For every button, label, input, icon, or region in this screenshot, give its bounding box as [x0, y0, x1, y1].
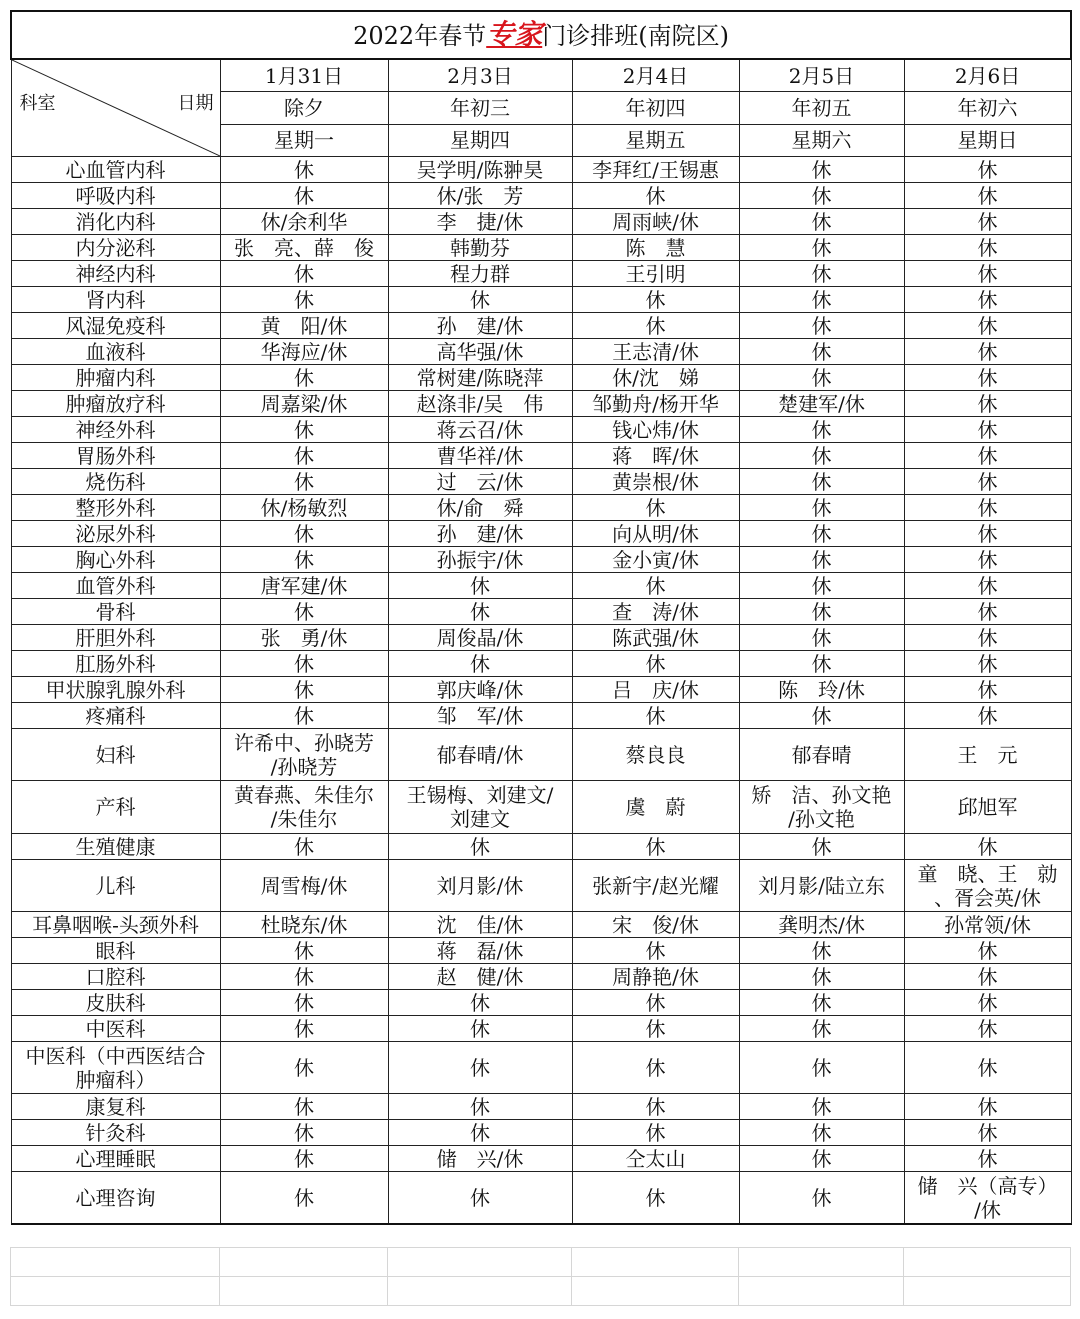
schedule-cell: 休: [220, 938, 388, 964]
schedule-cell: 孙常领/休: [904, 912, 1071, 938]
schedule-cell: 休: [904, 1042, 1071, 1094]
schedule-cell: 郭庆峰/休: [388, 677, 572, 703]
empty-cell: [11, 1277, 220, 1306]
schedule-cell: 高华强/休: [388, 339, 572, 365]
schedule-cell: 休: [220, 1094, 388, 1120]
schedule-cell: 周嘉梁/休: [220, 391, 388, 417]
schedule-cell: 钱心炜/休: [572, 417, 739, 443]
department-cell: 骨科: [11, 599, 220, 625]
table-row: [11, 443, 1071, 469]
schedule-cell: 刘月影/陆立东: [739, 860, 904, 912]
schedule-cell: 休: [220, 547, 388, 573]
department-cell: 肝胆外科: [11, 625, 220, 651]
schedule-cell: 休: [904, 183, 1071, 209]
schedule-cell: 休: [220, 990, 388, 1016]
schedule-cell: 孙振宇/休: [388, 547, 572, 573]
schedule-cell: 陈武强/休: [572, 625, 739, 651]
schedule-cell: 休: [388, 1042, 572, 1094]
schedule-cell: 休: [739, 183, 904, 209]
schedule-cell: 休: [220, 287, 388, 313]
schedule-cell: 郁春晴: [739, 729, 904, 781]
schedule-cell: 休: [739, 964, 904, 990]
schedule-cell: 宋 俊/休: [572, 912, 739, 938]
schedule-cell: 休: [572, 1120, 739, 1146]
table-row: [11, 417, 1071, 443]
column-weekday: 星期日: [904, 124, 1071, 156]
empty-cell: [388, 1248, 572, 1277]
column-weekday: 星期四: [388, 124, 572, 156]
table-row: [11, 651, 1071, 677]
schedule-cell: 休: [220, 417, 388, 443]
schedule-cell: 休: [739, 573, 904, 599]
schedule-cell: 查 涛/休: [572, 599, 739, 625]
table-row: [11, 209, 1071, 235]
table-row: [11, 521, 1071, 547]
schedule-cell: 周俊晶/休: [388, 625, 572, 651]
empty-cell: [572, 1248, 739, 1277]
schedule-cell: 休: [220, 1016, 388, 1042]
department-cell: 中医科: [11, 1016, 220, 1042]
department-cell: 呼吸内科: [11, 183, 220, 209]
department-cell: 神经内科: [11, 261, 220, 287]
schedule-cell: 蒋 晖/休: [572, 443, 739, 469]
schedule-cell: 休/杨敏烈: [220, 495, 388, 521]
schedule-cell: 休: [220, 703, 388, 729]
schedule-cell: 华海应/休: [220, 339, 388, 365]
schedule-cell: 休: [904, 625, 1071, 651]
schedule-cell: 休: [220, 183, 388, 209]
schedule-cell: 休: [572, 495, 739, 521]
column-festival: 除夕: [220, 92, 388, 124]
table-row: [11, 860, 1071, 912]
schedule-cell: 休: [220, 1120, 388, 1146]
schedule-cell: 休: [739, 1016, 904, 1042]
schedule-cell: 休: [572, 651, 739, 677]
department-cell: 肿瘤放疗科: [11, 391, 220, 417]
schedule-cell: 邹勤舟/杨开华: [572, 391, 739, 417]
department-cell: 口腔科: [11, 964, 220, 990]
title-suffix: 门诊排班(南院区): [542, 21, 729, 50]
schedule-cell: 休: [904, 964, 1071, 990]
schedule-cell: 吴学明/陈翀昊: [388, 157, 572, 183]
schedule-cell: 休: [739, 443, 904, 469]
schedule-cell: 储 兴/休: [388, 1146, 572, 1172]
schedule-cell: 休: [739, 1094, 904, 1120]
department-cell: 心理睡眠: [11, 1146, 220, 1172]
department-cell: 生殖健康: [11, 834, 220, 860]
department-cell: 肛肠外科: [11, 651, 220, 677]
column-festival: 年初四: [572, 92, 739, 124]
schedule-cell: 常树建/陈晓萍: [388, 365, 572, 391]
schedule-cell: 休: [572, 1094, 739, 1120]
schedule-cell: 李 捷/休: [388, 209, 572, 235]
schedule-cell: 王锡梅、刘建文/ 刘建文: [388, 781, 572, 834]
column-date: 1月31日: [220, 59, 388, 92]
schedule-cell: 休: [220, 834, 388, 860]
schedule-cell: 休: [904, 469, 1071, 495]
schedule-cell: 休: [572, 990, 739, 1016]
schedule-cell: 休: [904, 677, 1071, 703]
schedule-cell: 龚明杰/休: [739, 912, 904, 938]
schedule-cell: 刘月影/休: [388, 860, 572, 912]
table-row: [11, 599, 1071, 625]
schedule-cell: 休: [904, 261, 1071, 287]
schedule-cell: 过 云/休: [388, 469, 572, 495]
schedule-cell: 休: [388, 287, 572, 313]
schedule-cell: 休: [220, 521, 388, 547]
schedule-cell: 黄春燕、朱佳尔 /朱佳尔: [220, 781, 388, 834]
department-cell: 眼科: [11, 938, 220, 964]
schedule-cell: 休: [739, 417, 904, 443]
department-cell: 儿科: [11, 860, 220, 912]
table-row: [11, 1042, 1071, 1094]
schedule-cell: 休: [220, 1146, 388, 1172]
schedule-cell: 休: [739, 547, 904, 573]
table-row: [11, 1094, 1071, 1120]
corner-date-label: 日期: [177, 93, 214, 114]
table-row: [11, 964, 1071, 990]
schedule-cell: 休: [388, 1120, 572, 1146]
table-row: [11, 287, 1071, 313]
schedule-cell: 休: [904, 417, 1071, 443]
schedule-cell: 王志清/休: [572, 339, 739, 365]
schedule-cell: 休: [904, 599, 1071, 625]
corner-header: [11, 59, 220, 157]
column-date: 2月3日: [388, 59, 572, 92]
schedule-cell: 休: [572, 1016, 739, 1042]
schedule-cell: 休: [388, 990, 572, 1016]
schedule-cell: 休: [220, 1172, 388, 1225]
schedule-table: [10, 10, 1072, 1225]
schedule-cell: 休: [904, 443, 1071, 469]
schedule-cell: 休: [904, 235, 1071, 261]
schedule-cell: 休: [388, 651, 572, 677]
department-cell: 胃肠外科: [11, 443, 220, 469]
schedule-cell: 虞 蔚: [572, 781, 739, 834]
schedule-cell: 沈 佳/休: [388, 912, 572, 938]
schedule-cell: 休: [904, 391, 1071, 417]
department-cell: 甲状腺乳腺外科: [11, 677, 220, 703]
table-row: [11, 547, 1071, 573]
table-row: [11, 625, 1071, 651]
schedule-cell: 休/张 芳: [388, 183, 572, 209]
schedule-cell: 周雪梅/休: [220, 860, 388, 912]
department-cell: 整形外科: [11, 495, 220, 521]
schedule-cell: 休: [739, 1146, 904, 1172]
table-row: [11, 1016, 1071, 1042]
empty-cell: [739, 1248, 904, 1277]
table-row: [11, 365, 1071, 391]
schedule-cell: 休: [904, 573, 1071, 599]
schedule-cell: 李拜红/王锡惠: [572, 157, 739, 183]
department-cell: 针灸科: [11, 1120, 220, 1146]
schedule-cell: 休: [388, 1094, 572, 1120]
schedule-cell: 休: [904, 1094, 1071, 1120]
department-cell: 康复科: [11, 1094, 220, 1120]
schedule-cell: 休: [572, 703, 739, 729]
table-row: [11, 912, 1071, 938]
schedule-cell: 杜晓东/休: [220, 912, 388, 938]
schedule-cell: 休: [388, 599, 572, 625]
schedule-cell: 休: [739, 625, 904, 651]
schedule-cell: 休: [220, 677, 388, 703]
schedule-cell: 郁春晴/休: [388, 729, 572, 781]
schedule-cell: 休: [739, 157, 904, 183]
schedule-cell: 休: [739, 1042, 904, 1094]
column-weekday: 星期六: [739, 124, 904, 156]
schedule-cell: 休: [904, 521, 1071, 547]
schedule-cell: 休: [739, 287, 904, 313]
table-row: [11, 469, 1071, 495]
empty-cell: [739, 1277, 904, 1306]
table-row: [11, 781, 1071, 834]
table-row: [11, 339, 1071, 365]
schedule-cell: 休: [220, 365, 388, 391]
table-row: [11, 990, 1071, 1016]
schedule-cell: 休: [572, 287, 739, 313]
department-cell: 疼痛科: [11, 703, 220, 729]
schedule-cell: 休: [904, 1016, 1071, 1042]
column-festival: 年初三: [388, 92, 572, 124]
schedule-cell: 童 晓、王 勍 、胥会英/休: [904, 860, 1071, 912]
schedule-cell: 休: [739, 599, 904, 625]
department-cell: 神经外科: [11, 417, 220, 443]
department-cell: 泌尿外科: [11, 521, 220, 547]
empty-cell: [904, 1248, 1071, 1277]
schedule-cell: 休: [904, 1146, 1071, 1172]
schedule-cell: 休: [739, 990, 904, 1016]
schedule-cell: 赵涤非/吴 伟: [388, 391, 572, 417]
schedule-cell: 蒋 磊/休: [388, 938, 572, 964]
schedule-cell: 休: [904, 495, 1071, 521]
schedule-title: [11, 11, 1071, 59]
department-cell: 耳鼻咽喉-头颈外科: [11, 912, 220, 938]
schedule-cell: 休: [739, 261, 904, 287]
department-cell: 烧伤科: [11, 469, 220, 495]
schedule-cell: 休: [388, 1172, 572, 1225]
table-row: [11, 391, 1071, 417]
schedule-cell: 程力群: [388, 261, 572, 287]
schedule-cell: 休: [739, 469, 904, 495]
department-cell: 胸心外科: [11, 547, 220, 573]
title-prefix: 2022年春节: [353, 21, 487, 50]
schedule-cell: 休: [220, 157, 388, 183]
department-cell: 心血管内科: [11, 157, 220, 183]
schedule-cell: 休: [904, 287, 1071, 313]
schedule-cell: 休: [220, 651, 388, 677]
schedule-cell: 蒋云召/休: [388, 417, 572, 443]
schedule-cell: 金小寅/休: [572, 547, 739, 573]
department-cell: 心理咨询: [11, 1172, 220, 1225]
schedule-cell: 张 亮、薛 俊: [220, 235, 388, 261]
schedule-cell: 邱旭军: [904, 781, 1071, 834]
column-festival: 年初六: [904, 92, 1071, 124]
table-row: [11, 261, 1071, 287]
schedule-cell: 休: [904, 157, 1071, 183]
schedule-cell: 休: [739, 521, 904, 547]
schedule-cell: 休/沈 娣: [572, 365, 739, 391]
schedule-cell: 赵 健/休: [388, 964, 572, 990]
schedule-cell: 休: [572, 1042, 739, 1094]
schedule-cell: 休: [572, 938, 739, 964]
table-row: [11, 1120, 1071, 1146]
title-accent: 专家: [486, 17, 543, 51]
empty-cell: [388, 1277, 572, 1306]
schedule-cell: 休: [739, 495, 904, 521]
department-cell: 产科: [11, 781, 220, 834]
schedule-cell: 陈 玲/休: [739, 677, 904, 703]
department-cell: 消化内科: [11, 209, 220, 235]
table-row: [11, 313, 1071, 339]
department-cell: 肾内科: [11, 287, 220, 313]
schedule-cell: 周静艳/休: [572, 964, 739, 990]
schedule-cell: 休: [904, 651, 1071, 677]
department-cell: 风湿免疫科: [11, 313, 220, 339]
schedule-cell: 韩勤芬: [388, 235, 572, 261]
table-row: [11, 157, 1071, 183]
schedule-cell: 休: [739, 938, 904, 964]
schedule-cell: 休/俞 舜: [388, 495, 572, 521]
department-cell: 肿瘤内科: [11, 365, 220, 391]
schedule-cell: 休: [739, 1172, 904, 1225]
empty-cell: [904, 1277, 1071, 1306]
schedule-cell: 休: [904, 339, 1071, 365]
schedule-cell: 周雨峡/休: [572, 209, 739, 235]
column-weekday: 星期一: [220, 124, 388, 156]
empty-cell: [220, 1277, 388, 1306]
schedule-cell: 休: [904, 313, 1071, 339]
corner-dept-label: 科室: [19, 93, 56, 114]
schedule-cell: 休: [572, 313, 739, 339]
department-cell: 妇科: [11, 729, 220, 781]
table-row: [11, 938, 1071, 964]
table-row: [11, 235, 1071, 261]
schedule-cell: 休: [739, 651, 904, 677]
table-row: [11, 1146, 1071, 1172]
schedule-cell: 休: [220, 469, 388, 495]
empty-grid: [10, 1247, 1070, 1307]
schedule-cell: 邹 军/休: [388, 703, 572, 729]
schedule-cell: 仝太山: [572, 1146, 739, 1172]
department-cell: 中医科（中西医结合 肿瘤科）: [11, 1042, 220, 1094]
department-cell: 内分泌科: [11, 235, 220, 261]
schedule-cell: 蔡良良: [572, 729, 739, 781]
schedule-sheet: [10, 10, 1070, 1225]
table-row: [11, 1172, 1071, 1225]
schedule-cell: 休: [904, 990, 1071, 1016]
schedule-cell: 陈 慧: [572, 235, 739, 261]
schedule-cell: 休: [739, 339, 904, 365]
schedule-cell: 休: [739, 313, 904, 339]
schedule-cell: 许希中、孙晓芳 /孙晓芳: [220, 729, 388, 781]
schedule-cell: 休: [739, 365, 904, 391]
schedule-cell: 矫 洁、孙文艳 /孙文艳: [739, 781, 904, 834]
table-row: [11, 729, 1071, 781]
schedule-cell: 休: [220, 964, 388, 990]
table-row: [11, 495, 1071, 521]
table-row: [11, 834, 1071, 860]
schedule-cell: 休: [904, 834, 1071, 860]
department-cell: 皮肤科: [11, 990, 220, 1016]
schedule-cell: 休: [388, 1016, 572, 1042]
schedule-cell: 张新宇/赵光耀: [572, 860, 739, 912]
schedule-cell: 王引明: [572, 261, 739, 287]
column-date: 2月4日: [572, 59, 739, 92]
schedule-cell: 储 兴（高专） /休: [904, 1172, 1071, 1225]
schedule-cell: 休: [739, 834, 904, 860]
department-cell: 血液科: [11, 339, 220, 365]
column-festival: 年初五: [739, 92, 904, 124]
schedule-cell: 休: [220, 261, 388, 287]
schedule-cell: 休: [220, 443, 388, 469]
department-cell: 血管外科: [11, 573, 220, 599]
schedule-cell: 休: [739, 703, 904, 729]
schedule-cell: 休: [572, 183, 739, 209]
table-row: [11, 677, 1071, 703]
schedule-cell: 黄崇根/休: [572, 469, 739, 495]
column-date: 2月6日: [904, 59, 1071, 92]
schedule-cell: 休: [388, 834, 572, 860]
column-date: 2月5日: [739, 59, 904, 92]
schedule-cell: 休: [904, 938, 1071, 964]
schedule-cell: 休: [220, 1042, 388, 1094]
schedule-cell: 王 元: [904, 729, 1071, 781]
empty-cell: [220, 1248, 388, 1277]
schedule-cell: 休: [388, 573, 572, 599]
empty-cell: [11, 1248, 220, 1277]
empty-cell: [572, 1277, 739, 1306]
schedule-cell: 休: [904, 209, 1071, 235]
column-weekday: 星期五: [572, 124, 739, 156]
schedule-cell: 休: [739, 235, 904, 261]
schedule-cell: 休: [904, 703, 1071, 729]
table-row: [11, 573, 1071, 599]
schedule-cell: 张 勇/休: [220, 625, 388, 651]
schedule-cell: 休: [572, 834, 739, 860]
schedule-cell: 唐军建/休: [220, 573, 388, 599]
schedule-cell: 休: [904, 1120, 1071, 1146]
schedule-cell: 吕 庆/休: [572, 677, 739, 703]
table-row: [11, 703, 1071, 729]
table-row: [11, 183, 1071, 209]
schedule-cell: 休: [572, 1172, 739, 1225]
schedule-cell: 休: [739, 209, 904, 235]
schedule-cell: 休: [572, 573, 739, 599]
schedule-cell: 休: [904, 547, 1071, 573]
schedule-cell: 休: [220, 599, 388, 625]
schedule-cell: 孙 建/休: [388, 521, 572, 547]
schedule-cell: 休: [904, 365, 1071, 391]
schedule-cell: 楚建军/休: [739, 391, 904, 417]
schedule-cell: 休/余利华: [220, 209, 388, 235]
schedule-cell: 孙 建/休: [388, 313, 572, 339]
schedule-cell: 黄 阳/休: [220, 313, 388, 339]
schedule-cell: 曹华祥/休: [388, 443, 572, 469]
schedule-cell: 休: [739, 1120, 904, 1146]
schedule-cell: 向从明/休: [572, 521, 739, 547]
